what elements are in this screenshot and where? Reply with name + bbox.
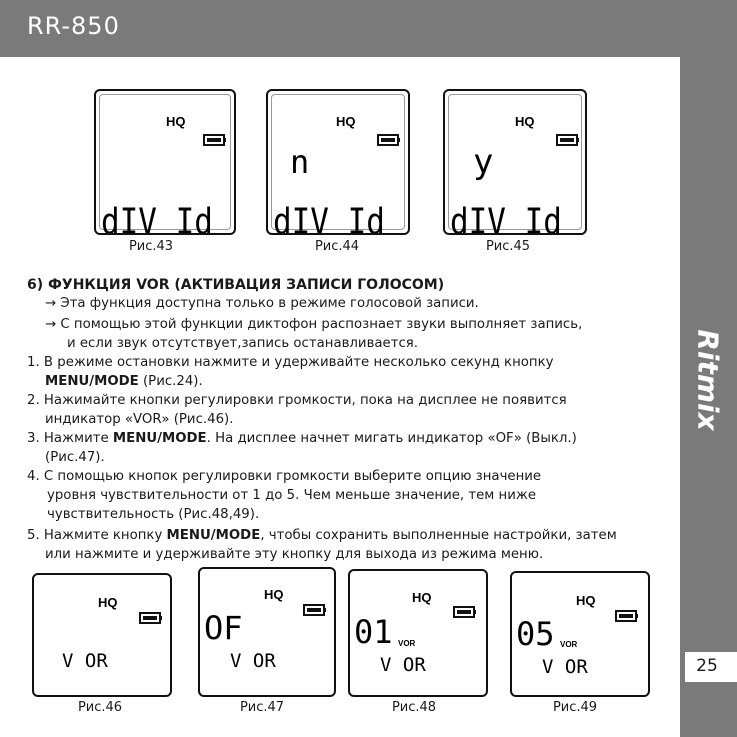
- hq-indicator: HQ: [98, 595, 118, 610]
- step-text: или нажмите и удерживайте эту кнопку для выхода из режима меню.: [45, 547, 544, 562]
- step-text: 3. Нажмите MENU/MODE. На дисплее начнет мигать индикатор «OF» (Выкл.): [27, 431, 577, 446]
- step-text: 5. Нажмите кнопку MENU/MODE, чтобы сохранить выполненные настройки, затем: [27, 528, 617, 543]
- model-name: RR-850: [27, 12, 120, 40]
- lcd-big-digit: OF: [204, 609, 243, 647]
- page-number: 25: [696, 656, 718, 676]
- figure-caption: Рис.49: [552, 700, 598, 715]
- brand-logo: Ritmix: [691, 329, 725, 431]
- figure-caption: Рис.44: [314, 239, 360, 254]
- figure-caption: Рис.45: [485, 239, 531, 254]
- battery-icon: [616, 611, 638, 621]
- lcd-figure-44: [266, 89, 410, 235]
- battery-icon: [454, 607, 476, 617]
- lcd-segment-text: dIV Id: [101, 200, 213, 233]
- hq-indicator: HQ: [264, 587, 284, 602]
- section-title: 6) ФУНКЦИЯ VOR (АКТИВАЦИЯ ЗАПИСИ ГОЛОСОМ): [27, 277, 445, 293]
- step-text: MENU/MODE (Рис.24).: [45, 374, 203, 389]
- header-bar: [0, 0, 737, 57]
- lcd-figure-45: [443, 89, 587, 235]
- step-text: уровня чувствительности от 1 до 5. Чем меньше значение, тем ниже: [47, 488, 537, 503]
- lcd-display: [445, 91, 585, 233]
- step-text: чувствительность (Рис.48,49).: [47, 507, 260, 522]
- figure-caption: Рис.48: [391, 700, 437, 715]
- lcd-segment-text: V OR: [380, 654, 426, 676]
- battery-icon: [304, 605, 326, 615]
- menu-mode-label: MENU/MODE: [112, 431, 207, 446]
- lcd-figure-48: [348, 569, 488, 697]
- lcd-big-digit: 01: [354, 613, 393, 651]
- lcd-segment-text: V OR: [542, 656, 588, 678]
- hq-indicator: HQ: [336, 114, 356, 129]
- lcd-display: [512, 573, 648, 695]
- lcd-figure-46: [32, 573, 172, 697]
- lcd-figure-49: [510, 571, 650, 697]
- bullet-text: и если звук отсутствует,запись останавливается.: [67, 336, 419, 351]
- lcd-display: [200, 569, 334, 695]
- step-text: 1. В режиме остановки нажмите и удерживайте несколько секунд кнопку: [27, 355, 554, 370]
- vor-indicator: VOR: [398, 639, 416, 648]
- menu-mode-label: MENU/MODE: [45, 374, 139, 389]
- hq-indicator: HQ: [515, 114, 535, 129]
- figure-caption: Рис.46: [77, 700, 123, 715]
- hq-indicator: HQ: [412, 590, 432, 605]
- lcd-segment-text: dIV Id: [273, 200, 385, 233]
- page-number-box: [685, 652, 737, 682]
- lcd-big-digit: 05: [516, 615, 555, 653]
- vor-indicator: VOR: [560, 640, 578, 649]
- bullet-text: → С помощью этой функции диктофон распознает звуки выполняет запись,: [45, 317, 583, 332]
- battery-icon: [204, 135, 226, 145]
- figure-caption: Рис.47: [239, 700, 285, 715]
- hq-indicator: HQ: [576, 593, 596, 608]
- battery-icon: [378, 135, 400, 145]
- lcd-figure-43: [94, 89, 236, 235]
- lcd-display: [34, 575, 170, 695]
- battery-icon: [140, 613, 162, 623]
- menu-mode-label: MENU/MODE: [166, 528, 261, 543]
- step-text: 4. С помощью кнопок регулировки громкости выберите опцию значение: [27, 469, 542, 484]
- step-text: 2. Нажимайте кнопки регулировки громкости, пока на дисплее не появится: [27, 393, 567, 408]
- lcd-display: [350, 571, 486, 695]
- step-text: (Рис.47).: [45, 450, 105, 465]
- lcd-segment-text: dIV Id: [450, 200, 562, 233]
- lcd-display: [268, 91, 408, 233]
- bullet-text: → Эта функция доступна только в режиме голосовой записи.: [45, 296, 479, 311]
- lcd-segment-text: V OR: [230, 650, 276, 672]
- lcd-figure-47: [198, 567, 336, 697]
- battery-icon: [557, 135, 579, 145]
- lcd-big-digit: n: [290, 143, 310, 181]
- lcd-big-digit: y: [473, 142, 494, 182]
- figure-caption: Рис.43: [128, 239, 174, 254]
- step-text: индикатор «VOR» (Рис.46).: [45, 412, 234, 427]
- lcd-segment-text: V OR: [62, 650, 108, 672]
- hq-indicator: HQ: [166, 114, 186, 129]
- lcd-display: [96, 91, 234, 233]
